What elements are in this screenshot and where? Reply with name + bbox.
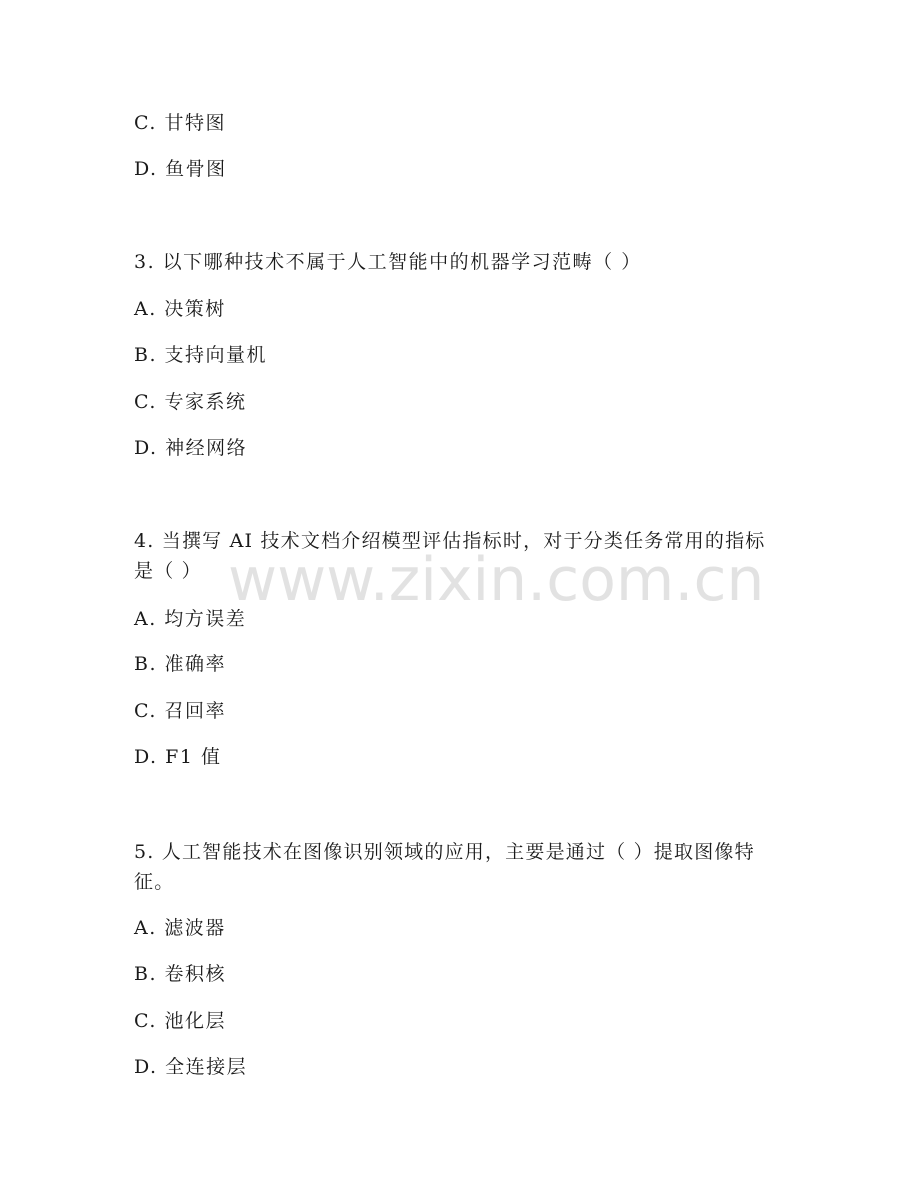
q3-option-b: B. 支持向量机 [134, 344, 268, 366]
q4-option-d: D. F1 值 [134, 746, 222, 768]
q5-option-b: B. 卷积核 [134, 963, 227, 985]
watermark: www.zixin.com.cn [228, 545, 765, 615]
q5-option-d: D. 全连接层 [134, 1056, 248, 1078]
q2-option-d: D. 鱼骨图 [134, 158, 227, 180]
q4-stem: 4. 当撰写 AI 技术文档介绍模型评估指标时，对于分类任务常用的指标是（ ） [134, 530, 766, 582]
q4-option-a: A. 均方误差 [134, 608, 247, 630]
q5-option-c: C. 池化层 [134, 1010, 226, 1032]
q3-stem: 3. 以下哪种技术不属于人工智能中的机器学习范畴（ ） [134, 251, 642, 273]
q4-option-b: B. 准确率 [134, 653, 227, 675]
q5-option-a: A. 滤波器 [134, 917, 226, 939]
q4-option-c: C. 召回率 [134, 700, 226, 722]
q5-stem: 5. 人工智能技术在图像识别领域的应用，主要是通过（ ）提取图像特征。 [134, 841, 755, 893]
q3-option-d: D. 神经网络 [134, 437, 248, 459]
q3-option-c: C. 专家系统 [134, 391, 247, 413]
q2-option-c: C. 甘特图 [134, 112, 226, 134]
q3-option-a: A. 决策树 [134, 298, 226, 320]
